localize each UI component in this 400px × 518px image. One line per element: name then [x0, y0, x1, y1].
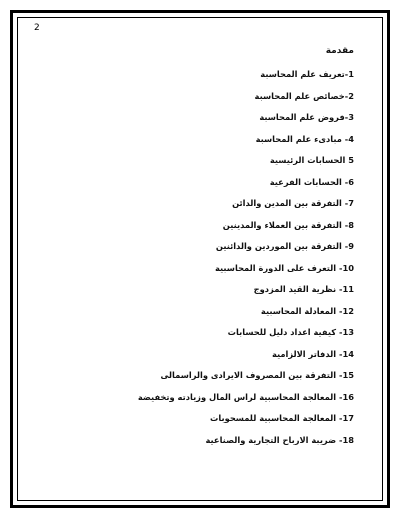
toc-item: 8- التفرقة بين العملاء والمدينين — [222, 219, 354, 230]
toc-item: 18- ضريبة الارباح التجارية والصناعية — [205, 434, 354, 445]
toc-item: 3-فروض علم المحاسبة — [259, 112, 354, 122]
toc-item: 2-خصائص علم المحاسبة — [254, 90, 354, 101]
toc-item: 17- المعالجة المحاسبية للمسحوبات — [210, 413, 354, 423]
toc-item: 13- كيفية اعداد دليل للحسابات — [227, 327, 354, 337]
toc-item: 4- مبادىء علم المحاسبة — [255, 133, 354, 144]
toc-item: 12- المعادلة المحاسبية — [260, 305, 354, 316]
toc-item: 7- التفرقة بين المدين والدائن — [232, 198, 354, 208]
toc-heading: مقدمة — [325, 46, 354, 56]
toc-item: 14- الدفاتر الالزامية — [271, 348, 354, 359]
toc-item: 10- التعرف على الدورة المحاسبية — [215, 262, 354, 273]
toc-item: 9- التفرقة بين الموردين والدائنين — [215, 241, 354, 251]
toc-item: 1-تعريف علم المحاسبة — [260, 69, 354, 79]
toc-item: 11- نظرية القيد المزدوج — [253, 284, 354, 294]
page-number: 2 — [34, 23, 40, 33]
toc-item: 6- الحسابات الفرعية — [269, 176, 354, 187]
toc-list — [54, 67, 354, 454]
toc-item: 15- التفرقة بين المصروف الايرادى والراسمالى — [160, 370, 354, 380]
table-of-contents — [54, 44, 354, 454]
toc-item: 16- المعالجة المحاسبية لراس المال وزيادته وتخفيضة — [137, 391, 354, 402]
toc-item: 5 الحسابات الرئيسية — [269, 155, 354, 165]
